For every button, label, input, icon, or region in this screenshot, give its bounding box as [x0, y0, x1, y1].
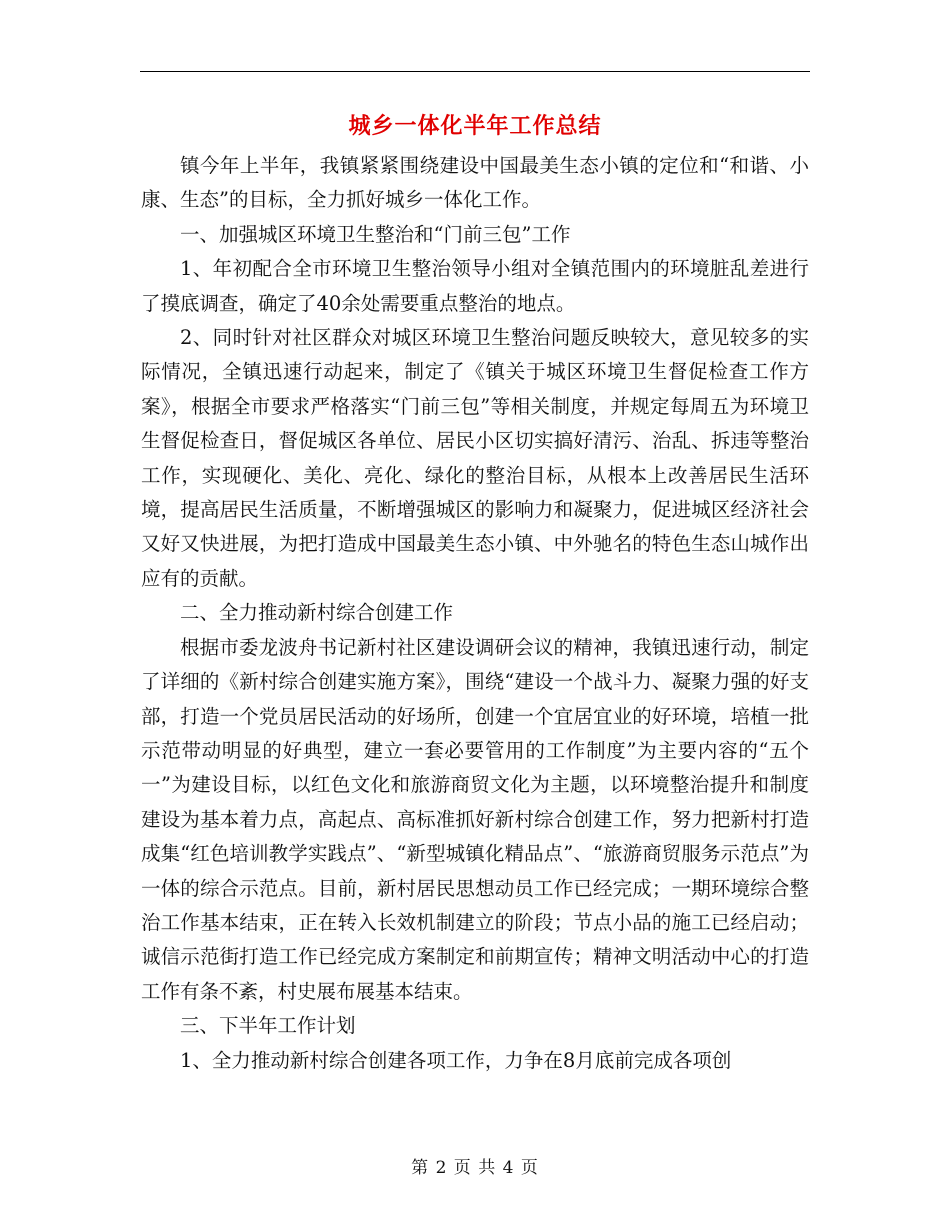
document-body [141, 149, 809, 1078]
paragraph-section-2: 根据市委龙波舟书记新村社区建设调研会议的精神，我镇迅速行动，制定了详细的《新村综合创建实施方案》，围绕“建设一个战斗力、凝聚力强的好支部，打造一个党员居民活动的好场所，创建一个宜居宜业的好环境，培植一批示范带动明显的好典型，建立一套必要管用的工作制度”为主要内容的“五个一”为建设目标，以红色文化和旅游商贸文化为主题，以环境整治提升和制度建设为基本着力点，高起点、高标准抓好新村综合创建工作，努力把新村打造成集“红色培训教学实践点”、“新型城镇化精品点”、“旅游商贸服务示范点”为一体的综合示范点。目前，新村居民思想动员工作已经完成；一期环境综合整治工作基本结束，正在转入长效机制建立的阶段；节点小品的施工已经启动；诚信示范街打造工作已经完成方案制定和前期宣传；精神文明活动中心的打造工作有条不紊，村史展布展基本结束。 [141, 635, 809, 1003]
document-title: 城乡一体化半年工作总结 [348, 113, 602, 139]
paragraph-intro: 镇今年上半年，我镇紧紧围绕建设中国最美生态小镇的定位和“和谐、小康、生态”的目标，全力抓好城乡一体化工作。 [141, 154, 809, 212]
section-heading-1: 一、加强城区环境卫生整治和“门前三包”工作 [180, 222, 571, 246]
section-heading-2: 二、全力推动新村综合创建工作 [180, 601, 454, 625]
paragraph-item-1-2: 2、同时针对社区群众对城区环境卫生整治问题反映较大，意见较多的实际情况，全镇迅速行动起来，制定了《镇关于城区环境卫生督促检查工作方案》，根据全市要求严格落实“门前三包”等相关制度，并规定每周五为环境卫生督促检查日，督促城区各单位、居民小区切实搞好清污、治乱、拆违等整治工作，实现硬化、美化、亮化、绿化的整治目标，从根本上改善居民生活环境，提高居民生活质量，不断增强城区的影响力和凝聚力，促进城区经济社会又好又快进展，为把打造成中国最美生态小镇、中外驰名的特色生态山城作出应有的贡献。 [141, 326, 809, 590]
header-rule [140, 71, 810, 72]
section-heading-3: 三、下半年工作计划 [180, 1014, 356, 1038]
page-number: 第 2 页 共 4 页 [411, 1158, 539, 1178]
paragraph-item-3-1: 1、全力推动新村综合创建各项工作，力争在8月底前完成各项创 [180, 1048, 732, 1072]
paragraph-item-1-1: 1、年初配合全市环境卫生整治领导小组对全镇范围内的环境脏乱差进行了摸底调查，确定了40余处需要重点整治的地点。 [141, 257, 809, 315]
